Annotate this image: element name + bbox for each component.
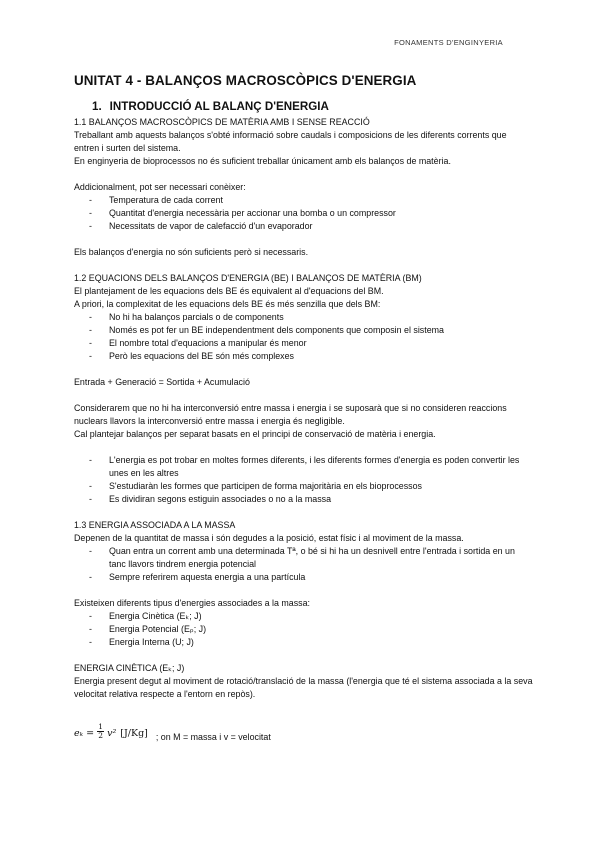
paragraph: Cal plantejar balanços per separat basats en el principi de conservació de matèria i energia. [74,429,436,439]
list-item: - Però les equacions del BE són més complexes [74,350,534,363]
kinetic-energy-heading: ENERGIA CINÈTICA (Eₖ; J) [74,663,185,673]
paragraph: El plantejament de les equacions dels BE és equivalent al d'equacions del BM. [74,286,384,296]
page-content [74,73,534,740]
formula-note: ; on M = massa i v = velocitat [155,732,271,742]
paragraph: Existeixen diferents tipus d'energies associades a la massa: [74,598,311,608]
bullet-list [74,311,534,363]
list-item: - Quan entra un corrent amb una determinada Tª, o bé si hi ha un desnivell entre l'entrada i sortida en un tanc llavors tindrem energia potencial [74,545,534,571]
paragraph: Depenen de la quantitat de massa i són degudes a la posició, estat físic i al moviment de la massa. [74,533,464,543]
balance-equation: Entrada + Generació = Sortida + Acumulació [74,377,250,387]
list-item: - S'estudiaràn les formes que participen de forma majoritària en els bioprocessos [74,480,534,493]
fraction-denominator: 2 [98,731,103,740]
list-item: - Necessitats de vapor de calefacció d'un evaporador [74,220,534,233]
running-header: FONAMENTS D'ENGINYERIA [394,38,503,47]
list-item: - El nombre total d'equacions a manipular és menor [74,337,534,350]
kinetic-energy-formula [74,714,534,740]
section-number: 1. [92,100,102,113]
paragraph: Treballant amb aquests balanços s'obté informació sobre caudals i composicions de les diferents corrents que entren i surten del sistema. [74,130,507,153]
subsection-1-1-title: 1.1 BALANÇOS MACROSCÒPICS DE MATÈRIA AMB I SENSE REACCIÓ [74,117,370,127]
subsection-1-3-title: 1.3 ENERGIA ASSOCIADA A LA MASSA [74,520,236,530]
unit-title: UNITAT 4 - BALANÇOS MACROSCÒPICS D'ENERGIA [74,73,417,88]
subsection-1-2-title: 1.2 EQUACIONS DELS BALANÇOS D'ENERGIA (BE) I BALANÇOS DE MATÈRIA (BM) [74,273,422,283]
list-item: - Energia Cinètica (Eₖ; J) [74,610,534,623]
fraction-numerator: 1 [98,722,103,731]
paragraph: En enginyeria de bioprocessos no és suficient treballar únicament amb els balanços de matèria. [74,156,451,166]
paragraph: A priori, la complexitat de les equacions dels BE és més senzilla que dels BM: [74,299,381,309]
list-item: - Temperatura de cada corrent [74,194,534,207]
section-heading [92,100,534,114]
paragraph: Addicionalment, pot ser necessari conèixer: [74,182,246,192]
paragraph: Els balanços d'energia no són suficients però si necessaris. [74,247,309,257]
paragraph: Considerarem que no hi ha interconversió entre massa i energia i se suposarà que si no consideren reaccions nuclears llavors la interconversió entre massa i energia és negligible. [74,403,507,426]
list-item: - No hi ha balanços parcials o de components [74,311,534,324]
list-item: - L'energia es pot trobar en moltes formes diferents, i les diferents formes d'energia es poden convertir les unes en les altres [74,454,534,480]
bullet-list [74,194,534,233]
formula-unit: [J/Kg] [120,728,148,739]
list-item: - Només es pot fer un BE independentment dels components que composin el sistema [74,324,534,337]
list-item: - Sempre referirem aquesta energia a una partícula [74,571,534,584]
list-item: - Quantitat d'energia necessària per accionar una bomba o un compressor [74,207,534,220]
list-item: - Energia Interna (U; J) [74,636,534,649]
formula-lhs: eₖ = [74,728,95,739]
section-title: INTRODUCCIÓ AL BALANÇ D'ENERGIA [109,100,329,113]
paragraph: Energia present degut al moviment de rotació/translació de la massa (l'energia que té el sistema associada a la seva velocitat relativa respecte a l'entorn en repòs). [74,676,533,699]
list-item: - Es dividiran segons estiguin associades o no a la massa [74,493,534,506]
list-item: - Energia Potencial (Eₚ; J) [74,623,534,636]
bullet-list [74,454,534,506]
bullet-list [74,610,534,649]
formula-fraction [97,723,104,740]
formula-rhs: v² [107,728,117,739]
bullet-list [74,545,534,584]
